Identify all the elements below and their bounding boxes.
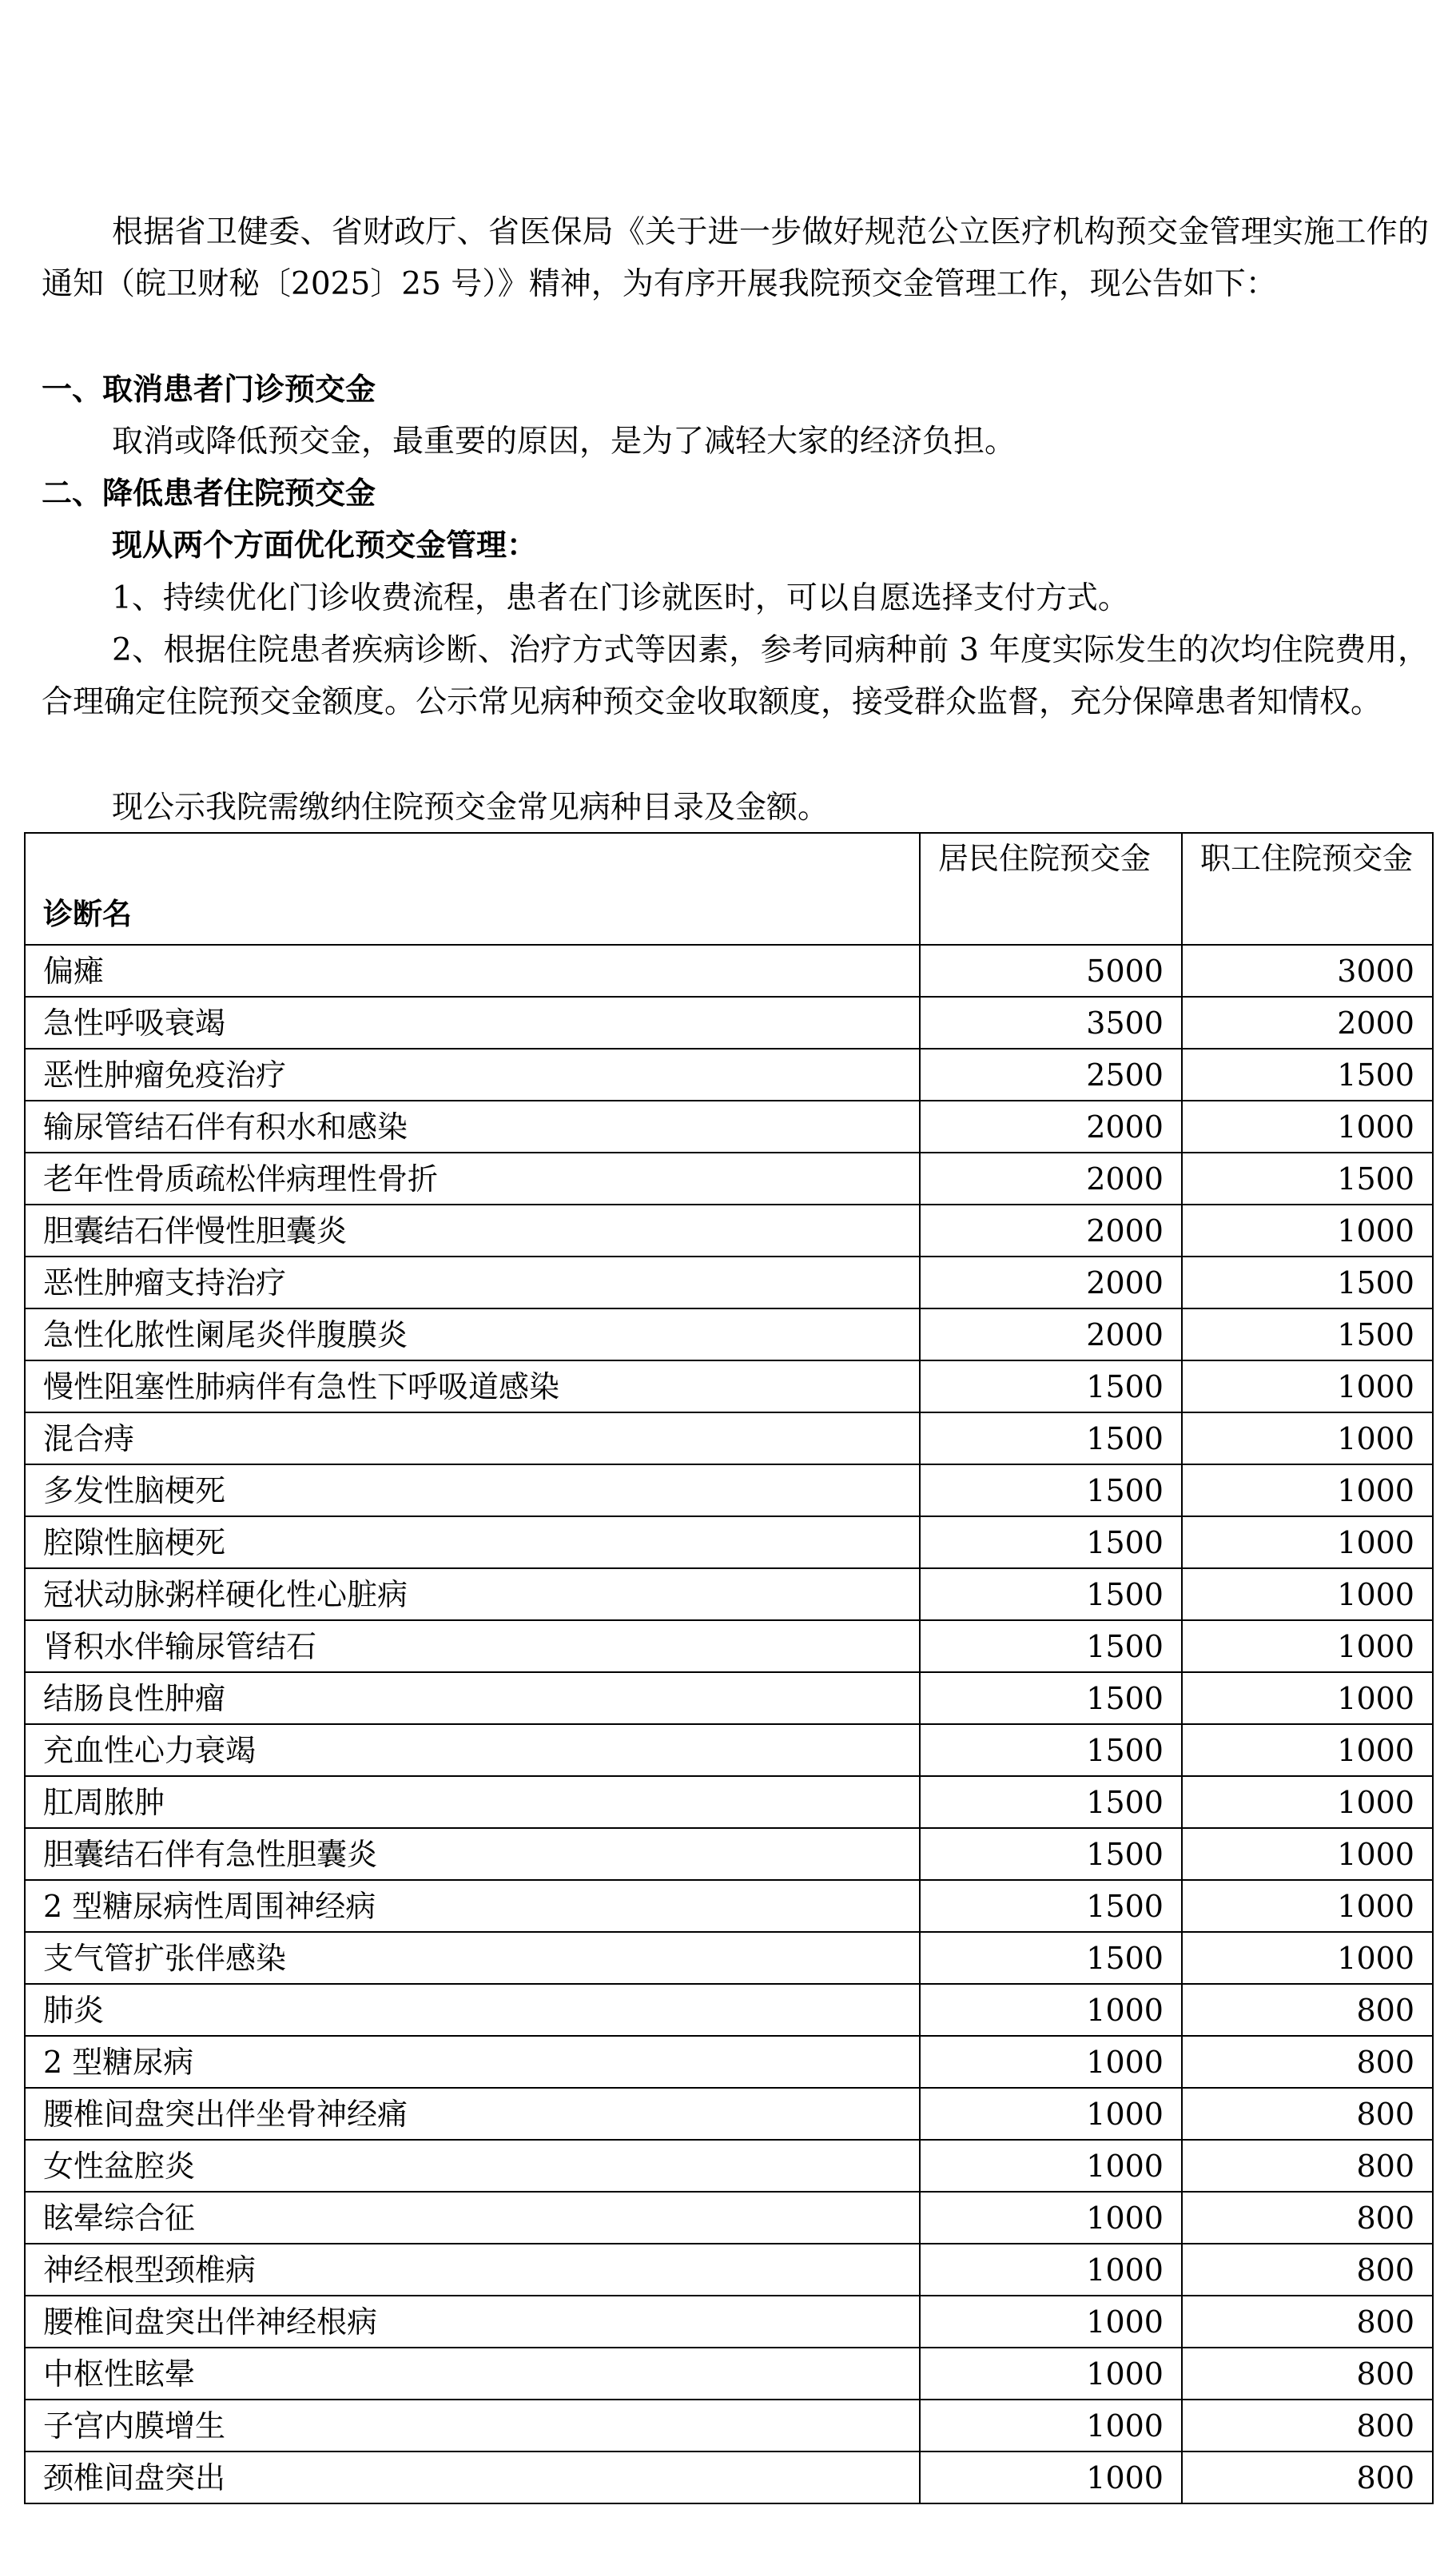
resident-deposit-cell: 1500 — [920, 1516, 1182, 1568]
resident-deposit-cell: 1500 — [920, 1828, 1182, 1880]
employee-deposit-cell: 1000 — [1182, 1932, 1433, 1984]
resident-deposit-cell: 2000 — [920, 1153, 1182, 1205]
table-row — [25, 1776, 1433, 1828]
resident-deposit-cell: 1500 — [920, 1672, 1182, 1724]
table-body — [25, 945, 1433, 2503]
resident-deposit-cell: 1000 — [920, 2088, 1182, 2140]
section-2-heading: 二、降低患者住院预交金 — [42, 476, 376, 511]
diagnosis-cell: 肺炎 — [25, 1984, 920, 2036]
table-row — [25, 1880, 1433, 1932]
diagnosis-cell: 恶性肿瘤支持治疗 — [25, 1257, 920, 1308]
employee-deposit-cell: 1500 — [1182, 1308, 1433, 1360]
resident-deposit-cell: 1000 — [920, 2036, 1182, 2088]
table-row — [25, 2348, 1433, 2400]
diagnosis-cell: 眩晕综合征 — [25, 2192, 920, 2244]
diagnosis-cell: 老年性骨质疏松伴病理性骨折 — [25, 1153, 920, 1205]
table-row — [25, 2140, 1433, 2192]
resident-deposit-cell: 1500 — [920, 1620, 1182, 1672]
diagnosis-cell: 中枢性眩晕 — [25, 2348, 920, 2400]
resident-deposit-cell: 1000 — [920, 2192, 1182, 2244]
resident-deposit-cell: 1500 — [920, 1880, 1182, 1932]
table-row — [25, 1360, 1433, 1412]
employee-deposit-cell: 800 — [1182, 2088, 1433, 2140]
employee-deposit-cell: 800 — [1182, 2348, 1433, 2400]
diagnosis-cell: 急性呼吸衰竭 — [25, 997, 920, 1049]
table-row — [25, 1932, 1433, 1984]
employee-deposit-cell: 1000 — [1182, 1360, 1433, 1412]
diagnosis-cell: 颈椎间盘突出 — [25, 2452, 920, 2503]
diagnosis-cell: 肛周脓肿 — [25, 1776, 920, 1828]
deposit-fee-table — [24, 832, 1434, 2504]
resident-deposit-cell: 1000 — [920, 2296, 1182, 2348]
diagnosis-cell: 腰椎间盘突出伴坐骨神经痛 — [25, 2088, 920, 2140]
employee-deposit-cell: 3000 — [1182, 945, 1433, 997]
table-row — [25, 1828, 1433, 1880]
table-row — [25, 1464, 1433, 1516]
resident-deposit-cell: 2000 — [920, 1308, 1182, 1360]
employee-deposit-cell: 1000 — [1182, 1101, 1433, 1153]
employee-deposit-cell: 1000 — [1182, 1412, 1433, 1464]
table-header-row — [25, 833, 1433, 945]
resident-deposit-cell: 1500 — [920, 1464, 1182, 1516]
item-2-text: 2、根据住院患者疾病诊断、治疗方式等因素，参考同病种前 3 年度实际发生的次均住院费用，合理确定住院预交金额度。公示常见病种预交金收取额度，接受群众监督，充分保障患者知情权。 — [42, 632, 1429, 720]
table-row — [25, 1620, 1433, 1672]
section-1-text: 取消或降低预交金，最重要的原因，是为了减轻大家的经济负担。 — [112, 424, 1016, 460]
employee-deposit-cell: 1000 — [1182, 1880, 1433, 1932]
resident-deposit-cell: 1000 — [920, 2452, 1182, 2503]
table-row — [25, 1516, 1433, 1568]
resident-deposit-cell: 1500 — [920, 1568, 1182, 1620]
diagnosis-cell: 冠状动脉粥样硬化性心脏病 — [25, 1568, 920, 1620]
resident-deposit-cell: 1000 — [920, 2348, 1182, 2400]
item-1-text: 1、持续优化门诊收费流程，患者在门诊就医时，可以自愿选择支付方式。 — [112, 580, 1129, 616]
table-row — [25, 2452, 1433, 2503]
table-row — [25, 2296, 1433, 2348]
resident-deposit-cell: 2000 — [920, 1205, 1182, 1257]
diagnosis-cell: 充血性心力衰竭 — [25, 1724, 920, 1776]
table-row — [25, 2088, 1433, 2140]
section-2-subheading: 现从两个方面优化预交金管理： — [112, 528, 538, 563]
diagnosis-cell: 胆囊结石伴慢性胆囊炎 — [25, 1205, 920, 1257]
table-row — [25, 1308, 1433, 1360]
employee-deposit-cell: 1500 — [1182, 1049, 1433, 1101]
diagnosis-cell: 恶性肿瘤免疫治疗 — [25, 1049, 920, 1101]
resident-deposit-cell: 5000 — [920, 945, 1182, 997]
employee-deposit-cell: 1000 — [1182, 1620, 1433, 1672]
resident-deposit-cell: 1000 — [920, 1984, 1182, 2036]
resident-deposit-cell: 2500 — [920, 1049, 1182, 1101]
intro-paragraph: 根据省卫健委、省财政厅、省医保局《关于进一步做好规范公立医疗机构预交金管理实施工作的通知（皖卫财秘〔2025〕25 号）》精神，为有序开展我院预交金管理工作，现公告如下： — [42, 214, 1429, 302]
diagnosis-cell: 2 型糖尿病性周围神经病 — [25, 1880, 920, 1932]
diagnosis-cell: 子宫内膜增生 — [25, 2400, 920, 2452]
employee-deposit-cell: 800 — [1182, 1984, 1433, 2036]
diagnosis-cell: 偏瘫 — [25, 945, 920, 997]
header-employee-deposit: 职工住院预交金 — [1182, 833, 1433, 945]
diagnosis-cell: 腰椎间盘突出伴神经根病 — [25, 2296, 920, 2348]
table-row — [25, 2400, 1433, 2452]
diagnosis-cell: 多发性脑梗死 — [25, 1464, 920, 1516]
resident-deposit-cell: 2000 — [920, 1101, 1182, 1153]
table-intro-text: 现公示我院需缴纳住院预交金常见病种目录及金额。 — [112, 790, 829, 826]
table-row — [25, 1672, 1433, 1724]
employee-deposit-cell: 1000 — [1182, 1516, 1433, 1568]
header-resident-deposit: 居民住院预交金 — [920, 833, 1182, 945]
table-row — [25, 1205, 1433, 1257]
table-row — [25, 1153, 1433, 1205]
employee-deposit-cell: 800 — [1182, 2400, 1433, 2452]
diagnosis-cell: 腔隙性脑梗死 — [25, 1516, 920, 1568]
table-row — [25, 1101, 1433, 1153]
diagnosis-cell: 女性盆腔炎 — [25, 2140, 920, 2192]
employee-deposit-cell: 1000 — [1182, 1724, 1433, 1776]
resident-deposit-cell: 1000 — [920, 2140, 1182, 2192]
table-row — [25, 1984, 1433, 2036]
resident-deposit-cell: 1000 — [920, 2400, 1182, 2452]
table-row — [25, 1257, 1433, 1308]
employee-deposit-cell: 1500 — [1182, 1257, 1433, 1308]
diagnosis-cell: 肾积水伴输尿管结石 — [25, 1620, 920, 1672]
table-row — [25, 1049, 1433, 1101]
employee-deposit-cell: 1000 — [1182, 1464, 1433, 1516]
resident-deposit-cell: 3500 — [920, 997, 1182, 1049]
diagnosis-cell: 神经根型颈椎病 — [25, 2244, 920, 2296]
resident-deposit-cell: 1000 — [920, 2244, 1182, 2296]
employee-deposit-cell: 800 — [1182, 2140, 1433, 2192]
diagnosis-cell: 急性化脓性阑尾炎伴腹膜炎 — [25, 1308, 920, 1360]
employee-deposit-cell: 1000 — [1182, 1828, 1433, 1880]
table-row — [25, 1568, 1433, 1620]
section-1-heading: 一、取消患者门诊预交金 — [42, 372, 376, 407]
table-row — [25, 1724, 1433, 1776]
resident-deposit-cell: 1500 — [920, 1412, 1182, 1464]
table-row — [25, 1412, 1433, 1464]
resident-deposit-cell: 1500 — [920, 1776, 1182, 1828]
diagnosis-cell: 结肠良性肿瘤 — [25, 1672, 920, 1724]
employee-deposit-cell: 800 — [1182, 2296, 1433, 2348]
employee-deposit-cell: 1000 — [1182, 1568, 1433, 1620]
employee-deposit-cell: 800 — [1182, 2192, 1433, 2244]
employee-deposit-cell: 1000 — [1182, 1776, 1433, 1828]
employee-deposit-cell: 800 — [1182, 2036, 1433, 2088]
diagnosis-cell: 支气管扩张伴感染 — [25, 1932, 920, 1984]
diagnosis-cell: 输尿管结石伴有积水和感染 — [25, 1101, 920, 1153]
resident-deposit-cell: 2000 — [920, 1257, 1182, 1308]
resident-deposit-cell: 1500 — [920, 1932, 1182, 1984]
table-row — [25, 2192, 1433, 2244]
employee-deposit-cell: 2000 — [1182, 997, 1433, 1049]
table-row — [25, 997, 1433, 1049]
table-row — [25, 2036, 1433, 2088]
diagnosis-cell: 2 型糖尿病 — [25, 2036, 920, 2088]
employee-deposit-cell: 800 — [1182, 2244, 1433, 2296]
table-row — [25, 945, 1433, 997]
header-diagnosis: 诊断名 — [25, 833, 920, 945]
resident-deposit-cell: 1500 — [920, 1724, 1182, 1776]
employee-deposit-cell: 1000 — [1182, 1205, 1433, 1257]
diagnosis-cell: 慢性阻塞性肺病伴有急性下呼吸道感染 — [25, 1360, 920, 1412]
diagnosis-cell: 混合痔 — [25, 1412, 920, 1464]
employee-deposit-cell: 1500 — [1182, 1153, 1433, 1205]
diagnosis-cell: 胆囊结石伴有急性胆囊炎 — [25, 1828, 920, 1880]
employee-deposit-cell: 800 — [1182, 2452, 1433, 2503]
table-row — [25, 2244, 1433, 2296]
resident-deposit-cell: 1500 — [920, 1360, 1182, 1412]
employee-deposit-cell: 1000 — [1182, 1672, 1433, 1724]
